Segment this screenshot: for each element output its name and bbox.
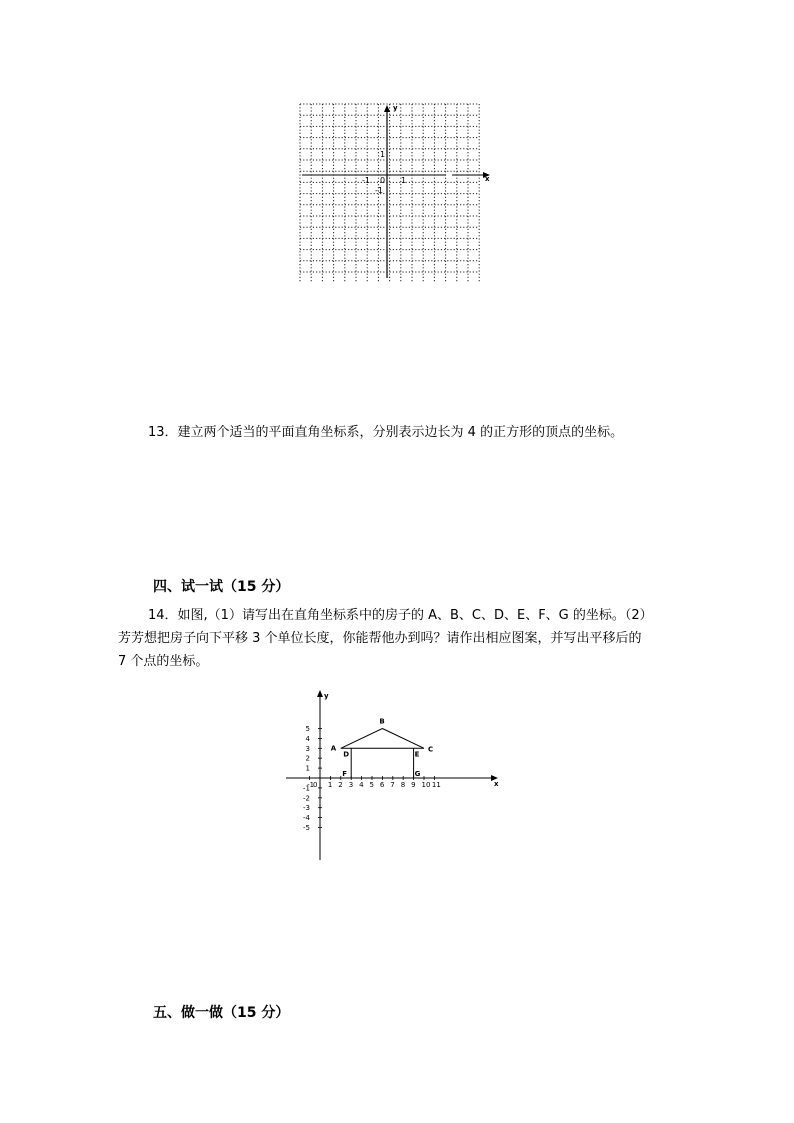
point-label-g: G xyxy=(414,770,421,778)
house-y-tick-label: -1 xyxy=(303,784,310,793)
house-x-tick-label: -1 xyxy=(307,781,315,789)
point-label-e: E xyxy=(414,750,420,759)
house-y-tick-label: -4 xyxy=(303,814,310,823)
house-y-tick-label: -5 xyxy=(303,824,310,832)
x-neg-tick-label: -1 xyxy=(362,176,370,185)
grid-lines xyxy=(300,104,479,282)
roof-left-edge xyxy=(341,729,383,749)
question-14-line-2: 芳芳想把房子向下平移 3 个单位长度，你能帮他办到吗？请作出相应图案，并写出平移后的 xyxy=(118,631,642,646)
house-x-tick-label: 2 xyxy=(338,781,343,789)
x-axis-label: x xyxy=(485,175,490,183)
house-y-tick-label: 3 xyxy=(305,744,310,753)
house-y-tick-label: 2 xyxy=(305,754,310,763)
point-label-b: B xyxy=(379,717,385,726)
house-x-tick-label: 10 xyxy=(421,781,431,789)
point-label-f: F xyxy=(342,770,347,778)
house-x-tick-label: 11 xyxy=(431,781,441,789)
house-y-tick-label: -2 xyxy=(303,794,310,803)
dotted-grid-figure xyxy=(296,100,496,282)
house-x-axis-label: x xyxy=(494,780,499,788)
question-14 xyxy=(118,604,688,673)
house-y-tick-label: 1 xyxy=(305,764,310,773)
y-pos-tick-label: 1 xyxy=(380,150,386,159)
house-y-tick-label: 4 xyxy=(305,734,310,743)
house-x-tick-label: 0 xyxy=(313,781,318,789)
house-x-tick-label: 6 xyxy=(379,781,385,789)
house-x-tick-label: 5 xyxy=(369,781,374,789)
y-axis-arrow-icon xyxy=(384,105,390,112)
question-14-line-1: 14．如图,（1）请写出在直角坐标系中的房子的 A、B、C、D、E、F、G 的坐标。（2） xyxy=(148,608,653,623)
house-x-tick-label: 4 xyxy=(359,781,364,789)
house-x-tick-label: 8 xyxy=(400,781,406,789)
house-coordinate-figure xyxy=(286,688,506,864)
roof-right-edge xyxy=(382,729,424,749)
house-y-axis-arrow-icon xyxy=(317,690,323,697)
house-y-axis-label: y xyxy=(324,692,329,700)
house-x-tick-label: 9 xyxy=(411,781,416,789)
house-axes xyxy=(286,690,499,860)
y-neg-tick-label: -1 xyxy=(375,186,383,195)
section-4-title: 四、试一试（15 分） xyxy=(153,579,290,595)
y-axis-label: y xyxy=(393,104,398,112)
house-y-tick-label: -3 xyxy=(303,804,310,813)
point-label-d: D xyxy=(343,750,350,759)
point-label-a: A xyxy=(330,744,337,753)
section-5-title: 五、做一做（15 分） xyxy=(153,1005,290,1021)
house-x-tick-label: 3 xyxy=(348,781,354,789)
house-shape xyxy=(331,718,433,779)
house-x-tick-label: 7 xyxy=(390,781,395,789)
question-13: 13．建立两个适当的平面直角坐标系，分别表示边长为 4 的正方形的顶点的坐标。 xyxy=(148,425,624,440)
house-y-tick-label: 5 xyxy=(305,725,310,733)
house-x-tick-label: 1 xyxy=(327,781,333,789)
x-pos-tick-label: 1 xyxy=(401,176,407,185)
origin-label: 0 xyxy=(380,176,386,185)
question-14-line-3: 7 个点的坐标。 xyxy=(118,654,209,669)
point-label-c: C xyxy=(428,745,434,754)
